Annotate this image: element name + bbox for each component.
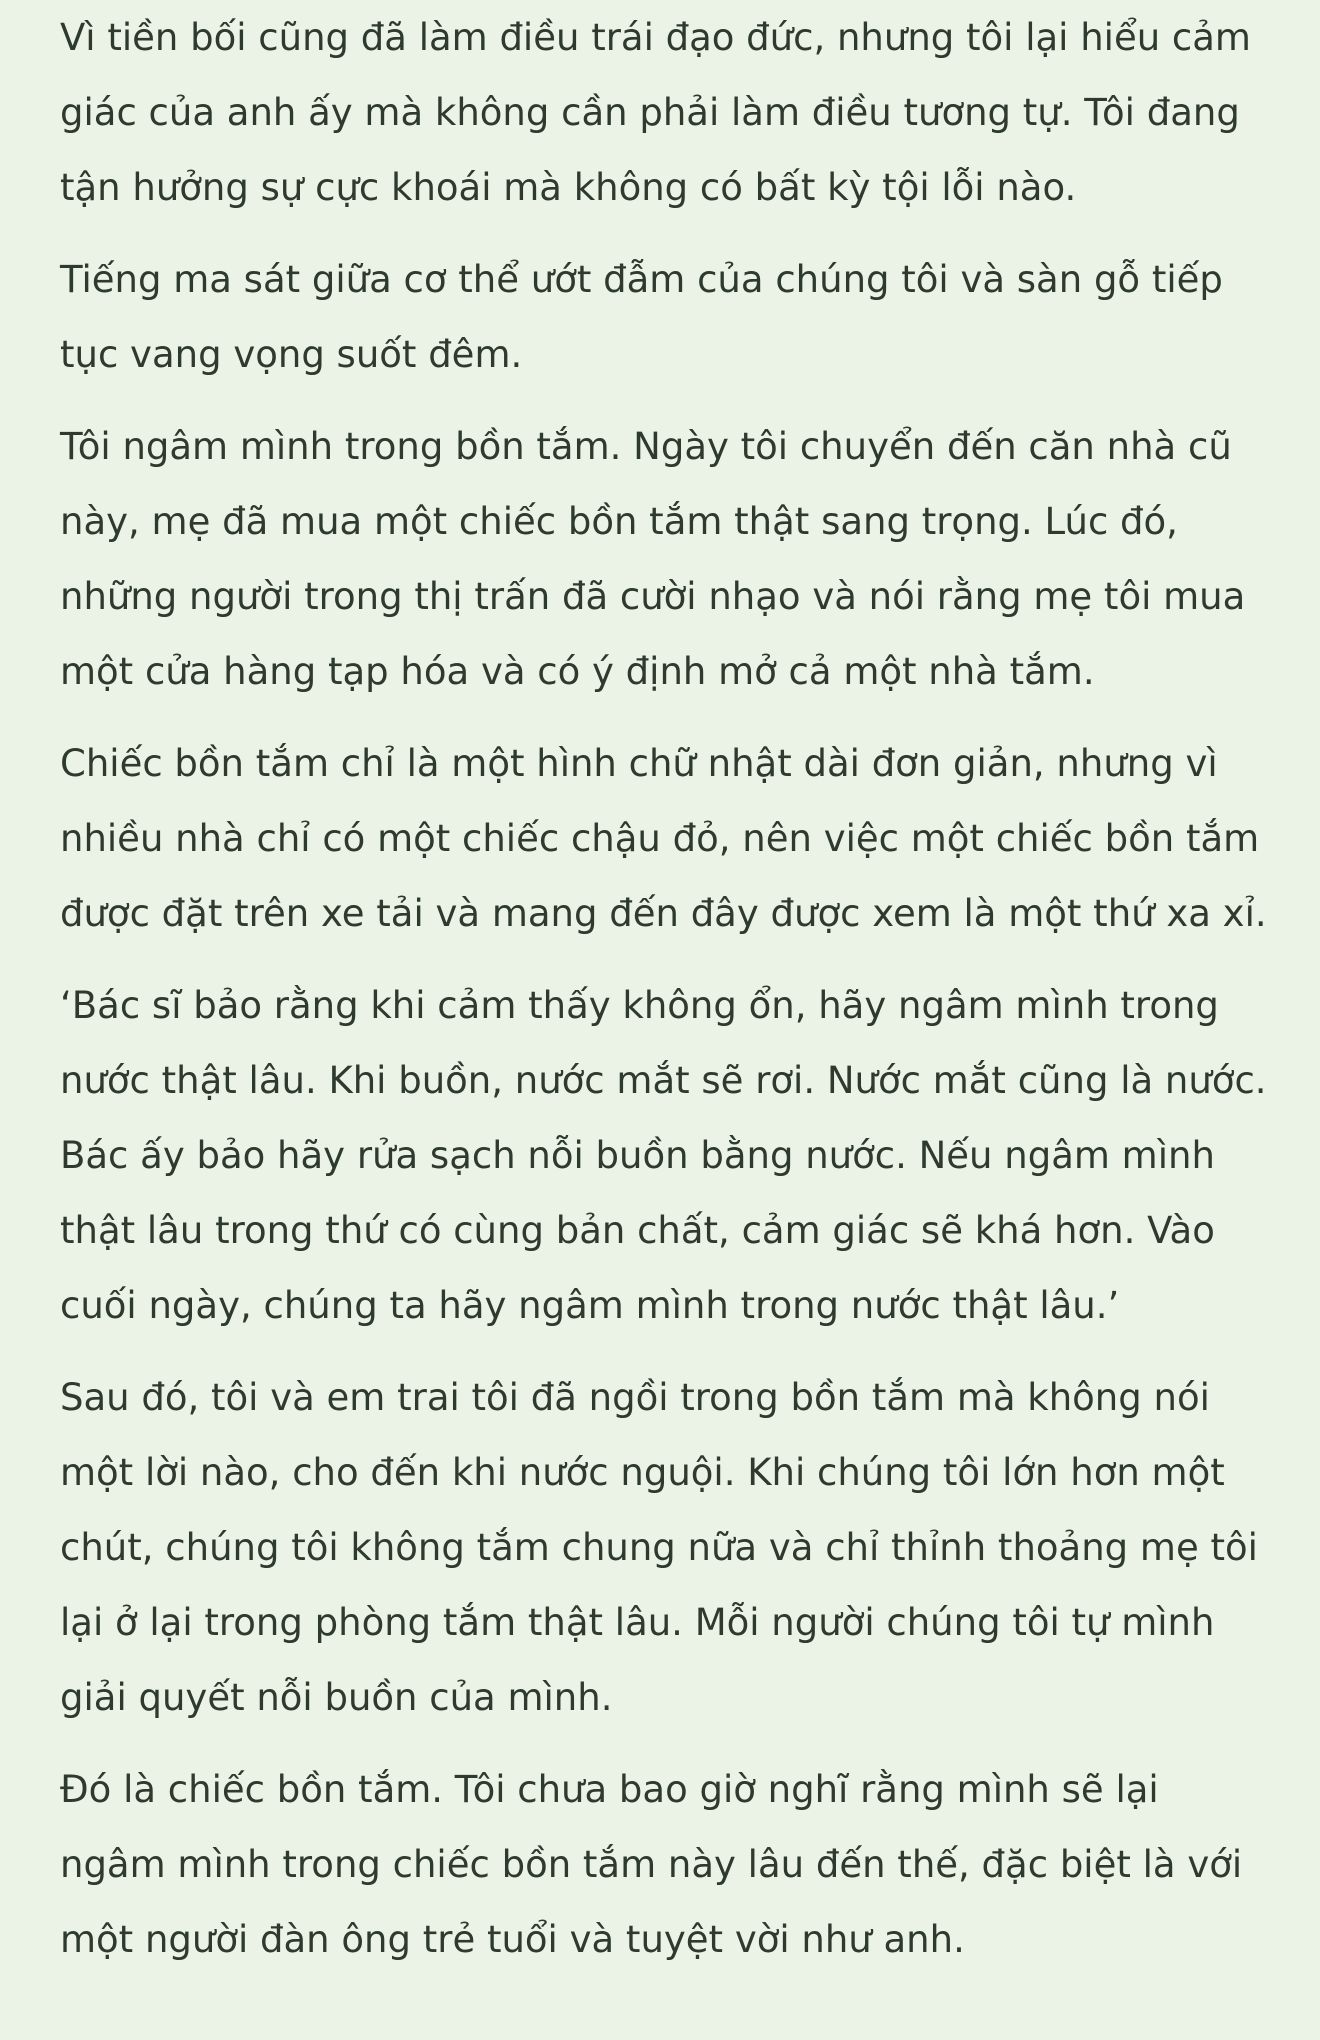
paragraph: ‘Bác sĩ bảo rằng khi cảm thấy không ổn, hãy ngâm mình trong nước thật lâu. Khi buồn, nước mắt sẽ rơi. Nước mắt cũng là nước. Bác ấy bảo hãy rửa sạch nỗi buồn bằng nước. Nếu ngâm mình thật lâu trong thứ có cùng bản chất, cảm giác sẽ khá hơn. Vào cuối ngày, chúng ta hãy ngâm mình trong nước thật lâu.’ xyxy=(60,984,1267,1327)
paragraph: Tôi ngâm mình trong bồn tắm. Ngày tôi chuyển đến căn nhà cũ này, mẹ đã mua một chiếc bồn tắm thật sang trọng. Lúc đó, những người trong thị trấn đã cười nhạo và nói rằng mẹ tôi mua một cửa hàng tạp hóa và có ý định mở cả một nhà tắm. xyxy=(60,425,1246,693)
paragraph: Chiếc bồn tắm chỉ là một hình chữ nhật dài đơn giản, nhưng vì nhiều nhà chỉ có một chiếc chậu đỏ, nên việc một chiếc bồn tắm được đặt trên xe tải và mang đến đây được xem là một thứ xa xỉ. xyxy=(60,742,1267,935)
paragraph: Vì tiền bối cũng đã làm điều trái đạo đức, nhưng tôi lại hiểu cảm giác của anh ấy mà không cần phải làm điều tương tự. Tôi đang tận hưởng sự cực khoái mà không có bất kỳ tội lỗi nào. xyxy=(60,16,1251,209)
paragraph: Đó là chiếc bồn tắm. Tôi chưa bao giờ nghĩ rằng mình sẽ lại ngâm mình trong chiếc bồn tắm này lâu đến thế, đặc biệt là với một người đàn ông trẻ tuổi và tuyệt vời như anh. xyxy=(60,1768,1243,1961)
paragraph: Sau đó, tôi và em trai tôi đã ngồi trong bồn tắm mà không nói một lời nào, cho đến khi nước nguội. Khi chúng tôi lớn hơn một chút, chúng tôi không tắm chung nữa và chỉ thỉnh thoảng mẹ tôi lại ở lại trong phòng tắm thật lâu. Mỗi người chúng tôi tự mình giải quyết nỗi buồn của mình. xyxy=(60,1376,1258,1719)
paragraph: Tiếng ma sát giữa cơ thể ướt đẫm của chúng tôi và sàn gỗ tiếp tục vang vọng suốt đêm. xyxy=(60,258,1223,376)
